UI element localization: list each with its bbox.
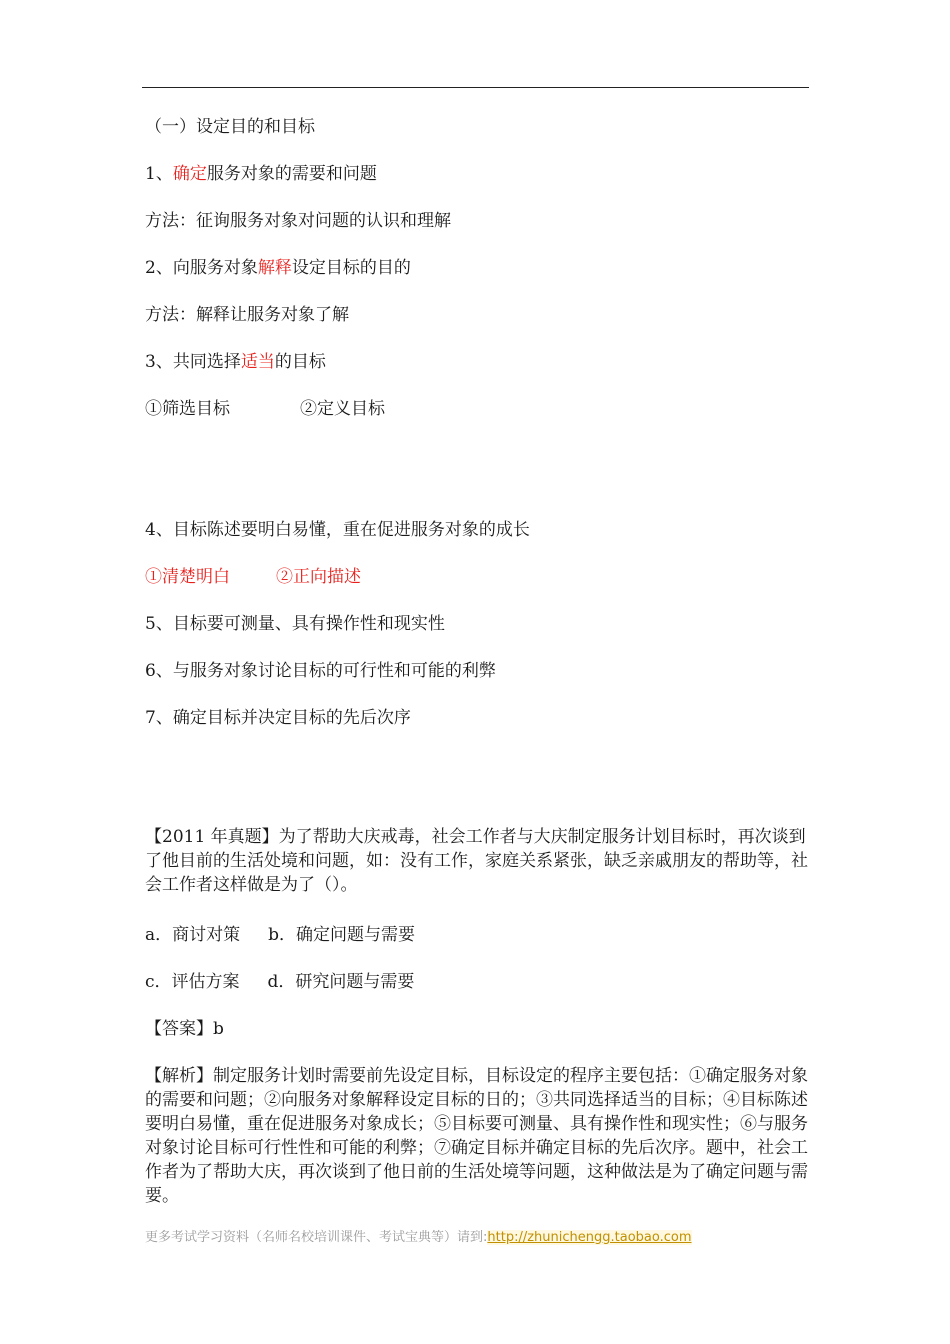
step-3 [145, 350, 326, 374]
option-b: b．确定问题与需要 [268, 925, 416, 945]
step-2 [145, 256, 411, 280]
step-7: 7、确定目标并决定目标的先后次序 [145, 708, 411, 728]
step-3-item-1: ①筛选目标 [145, 399, 230, 419]
option-d: d．研究问题与需要 [267, 972, 415, 992]
footer-text: 更多考试学习资料（名师名校培训课件、考试宝典等）请到: [145, 1230, 488, 1245]
step-4-items [145, 565, 361, 589]
step-5: 5、目标要可测量、具有操作性和现实性 [145, 614, 445, 634]
section-heading: （一）设定目的和目标 [145, 117, 315, 137]
step-4-item-2: ②正向描述 [276, 567, 361, 587]
options-row-2 [145, 970, 414, 994]
step-1-prefix: 1、 [145, 164, 173, 184]
step-1 [145, 162, 377, 186]
step-3-prefix: 3、共同选择 [145, 352, 241, 372]
step-4: 4、目标陈述要明白易懂，重在促进服务对象的成长 [145, 520, 530, 540]
header-rule [142, 87, 809, 88]
answer: 【答案】b [145, 1019, 224, 1039]
step-2-prefix: 2、向服务对象 [145, 258, 258, 278]
step-2-highlight: 解释 [257, 258, 292, 278]
method-1: 方法：征询服务对象对问题的认识和理解 [145, 211, 451, 231]
analysis: 【解析】制定服务计划时需要前先设定目标，目标设定的程序主要包括：①确定服务对象的需要和问题；②向服务对象解释设定目标的日的；③共同选择适当的目标；④目标陈述要明白易懂，重在促进服务对象成长；⑤目标要可测量、具有操作性和现实性；⑥与服务对象讨论目标可行性性和可能的利弊；⑦确定目标并确定目标的先后次序。题中，社会工作者为了帮助大庆，再次谈到了他日前的生活处境等问题，这种做法是为了确定问题与需要。 [145, 1066, 808, 1206]
step-3-suffix: 的目标 [274, 352, 326, 372]
question-text: 【2011 年真题】为了帮助大庆戒毒，社会工作者与大庆制定服务计划目标时，再次谈到了他目前的生活处境和问题，如：没有工作，家庭关系紧张，缺乏亲戚朋友的帮助等，社会工作者这样做是为了（）。 [145, 827, 808, 895]
step-3-highlight: 适当 [240, 352, 275, 372]
option-c: c．评估方案 [145, 972, 240, 992]
step-3-item-2: ②定义目标 [300, 399, 385, 419]
option-a: a．商讨对策 [145, 925, 241, 945]
footer-link[interactable]: http://zhunichengg.taobao.com [487, 1230, 692, 1245]
step-6: 6、与服务对象讨论目标的可行性和可能的利弊 [145, 661, 496, 681]
step-1-highlight: 确定 [172, 164, 207, 184]
options-row-1 [145, 923, 415, 947]
step-3-items [145, 397, 385, 421]
step-1-suffix: 服务对象的需要和问题 [206, 164, 377, 184]
step-4-item-1: ①清楚明白 [145, 567, 230, 587]
footer [145, 1226, 692, 1245]
step-2-suffix: 设定目标的目的 [291, 258, 411, 278]
method-2: 方法：解释让服务对象了解 [145, 305, 349, 325]
